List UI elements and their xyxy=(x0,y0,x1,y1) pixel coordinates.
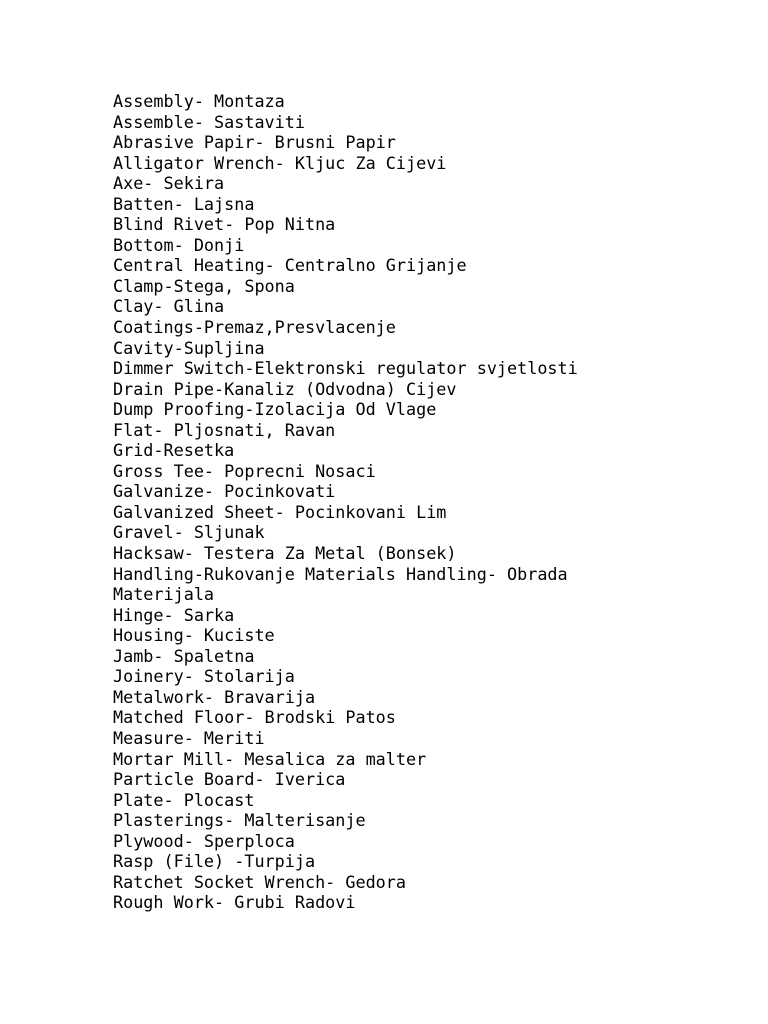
glossary-line: Matched Floor- Brodski Patos xyxy=(113,707,396,728)
glossary-line: Flat- Pljosnati, Ravan xyxy=(113,419,336,440)
glossary-line: Dimmer Switch-Elektronski regulator svjetlosti xyxy=(113,358,578,379)
glossary-line: Alligator Wrench- Kljuc Za Cijevi xyxy=(113,152,447,173)
glossary-line: Plywood- Sperploca xyxy=(113,830,295,851)
glossary-line: Joinery- Stolarija xyxy=(113,666,295,687)
glossary-line: Cavity-Supljina xyxy=(113,337,265,358)
glossary-line: Galvanized Sheet- Pocinkovani Lim xyxy=(113,501,447,522)
glossary-line: Clay- Glina xyxy=(113,296,225,317)
glossary-line: Coatings-Premaz,Presvlacenje xyxy=(113,317,396,338)
glossary-line: Dump Proofing-Izolacija Od Vlage xyxy=(113,399,437,420)
glossary-line: Mortar Mill- Mesalica za malter xyxy=(113,748,427,769)
glossary-line: Grid-Resetka xyxy=(113,440,235,461)
glossary-line: Assemble- Sastaviti xyxy=(113,111,305,132)
glossary-line: Blind Rivet- Pop Nitna xyxy=(113,214,336,235)
glossary-line: Particle Board- Iverica xyxy=(113,769,346,790)
glossary-line: Handling-Rukovanje Materials Handling- Obrada xyxy=(113,563,568,584)
glossary-line: Rasp (File) -Turpija xyxy=(113,851,316,872)
glossary-line: Assembly- Montaza xyxy=(113,91,285,111)
glossary-list xyxy=(113,91,733,913)
glossary-line: Materijala xyxy=(113,584,215,605)
glossary-line: Galvanize- Pocinkovati xyxy=(113,481,336,502)
glossary-line: Ratchet Socket Wrench- Gedora xyxy=(113,871,406,892)
glossary-line: Bottom- Donji xyxy=(113,234,245,255)
glossary-line: Gravel- Sljunak xyxy=(113,522,265,543)
glossary-line: Plate- Plocast xyxy=(113,789,255,810)
glossary-line: Jamb- Spaletna xyxy=(113,645,255,666)
glossary-line: Abrasive Papir- Brusni Papir xyxy=(113,132,396,153)
glossary-line: Batten- Lajsna xyxy=(113,193,255,214)
glossary-line: Rough Work- Grubi Radovi xyxy=(113,892,356,913)
glossary-line: Hinge- Sarka xyxy=(113,604,235,625)
glossary-line: Drain Pipe-Kanaliz (Odvodna) Cijev xyxy=(113,378,457,399)
glossary-line: Measure- Meriti xyxy=(113,727,265,748)
glossary-line: Metalwork- Bravarija xyxy=(113,686,316,707)
glossary-line: Central Heating- Centralno Grijanje xyxy=(113,255,467,276)
glossary-line: Gross Tee- Poprecni Nosaci xyxy=(113,460,376,481)
glossary-line: Housing- Kuciste xyxy=(113,625,275,646)
glossary-line: Axe- Sekira xyxy=(113,173,225,194)
glossary-line: Clamp-Stega, Spona xyxy=(113,275,295,296)
glossary-line: Plasterings- Malterisanje xyxy=(113,810,366,831)
glossary-line: Hacksaw- Testera Za Metal (Bonsek) xyxy=(113,543,457,564)
